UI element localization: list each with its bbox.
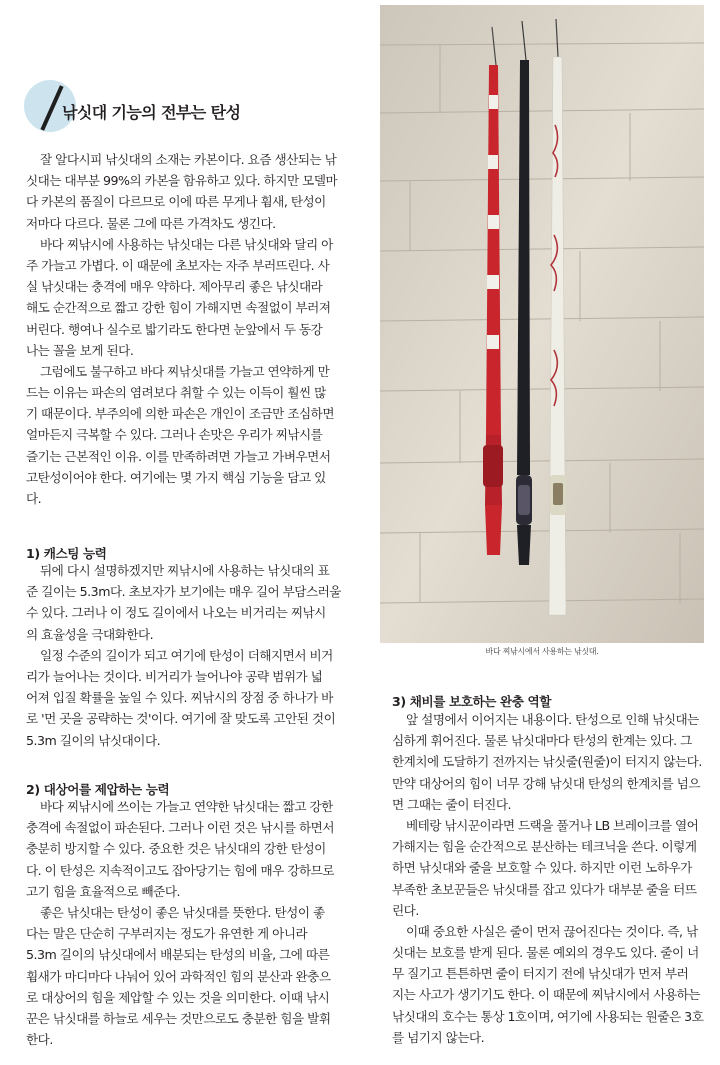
section2-title: 2) 대상어를 제압하는 능력 xyxy=(26,782,170,797)
text-line: 싯대는 보호를 받게 된다. 물론 예외의 경우도 있다. 줄이 너 xyxy=(392,945,699,961)
text-line: 가해지는 힘을 순간적으로 분산하는 테크닉을 쓴다. 이렇게 xyxy=(392,839,697,855)
text-line: 충격에 속절없이 파손된다. 그러나 이런 것은 낚시를 하면서 xyxy=(26,820,334,836)
fishing-rods-illustration xyxy=(380,5,704,643)
text-line: 를 넘기지 않는다. xyxy=(392,1029,485,1045)
text-line: 린다. xyxy=(392,902,419,918)
section1-title: 1) 캐스팅 능력 xyxy=(26,546,107,561)
text-line: 그럼에도 불구하고 바다 찌낚싯대를 가늘고 연약하게 만 xyxy=(40,363,330,379)
text-line: 면 그때는 줄이 터진다. xyxy=(392,796,512,812)
text-line: 수 있다. 그러나 이 정도 길이에서 나오는 비거리는 찌낚시 xyxy=(26,605,326,621)
section3-text xyxy=(392,709,708,1048)
text-line: 바다 찌낚시에 사용하는 낚싯대는 다른 낚싯대와 달리 아 xyxy=(40,236,333,252)
text-line: 다 카본의 품질이 다르므로 이에 따른 무게나 휨새, 탄성이 xyxy=(26,194,326,210)
text-line: 고기 힘을 효율적으로 빼준다. xyxy=(26,883,180,899)
text-line: 의 효율성을 극대화한다. xyxy=(26,626,154,642)
text-line: 뒤에 다시 설명하겠지만 찌낚시에 사용하는 낚싯대의 표 xyxy=(40,563,330,578)
text-line: 기 때문이다. 부주의에 의한 파손은 개인이 조금만 조심하면 xyxy=(26,406,334,422)
intro-text xyxy=(26,149,364,509)
text-line: 나는 꼴을 보게 된다. xyxy=(26,342,134,358)
text-line: 좋은 낚싯대는 탄성이 좋은 낚싯대를 뜻한다. 탄성이 좋 xyxy=(40,904,325,920)
text-line: 충분히 방지할 수 있다. 중요한 것은 낚싯대의 강한 탄성이 xyxy=(26,841,326,857)
text-line: 고탄성이어야 한다. 여기에는 몇 가지 핵심 기능을 담고 있 xyxy=(26,469,326,485)
section3-title: 3) 채비를 보호하는 완충 역할 xyxy=(392,694,552,709)
text-line: 싯대는 대부분 99%의 카본을 함유하고 있다. 하지만 모델마 xyxy=(26,173,338,189)
text-line: 준 길이는 5.3m다. 초보자가 보기에는 매우 길어 부담스러울 xyxy=(26,584,341,600)
text-line: 베테랑 낚시꾼이라면 드랙을 풀거나 LB 브레이크를 열어 xyxy=(406,817,699,833)
fishing-rods-photo xyxy=(380,5,704,643)
section-heading xyxy=(24,80,354,134)
text-line: 휨새가 마디마다 나눠어 있어 과학적인 힘의 분산과 완충으 xyxy=(26,968,331,984)
text-line: 바다 찌낚시에 쓰이는 가늘고 연약한 낚싯대는 짧고 강한 xyxy=(40,799,333,814)
text-line: 꾼은 낚싯대를 하늘로 세우는 것만으로도 충분한 힘을 발휘 xyxy=(26,1010,331,1026)
text-line: 이때 중요한 사실은 줄이 먼저 끊어진다는 것이다. 즉, 낚 xyxy=(406,923,698,939)
text-line: 실 낚싯대는 충격에 매우 약하다. 제아무리 좋은 낚싯대라 xyxy=(26,279,323,295)
text-line: 주 가늘고 가볍다. 이 때문에 초보자는 자주 부러뜨린다. 사 xyxy=(26,257,330,273)
text-line: 리가 늘어나는 것이다. 비거리가 늘어나야 공략 범위가 넓 xyxy=(26,668,323,684)
text-line: 다는 말은 단순히 구부러지는 정도가 유연한 게 아니라 xyxy=(26,926,308,942)
section1-text xyxy=(26,560,364,751)
text-line: 한계치에 도달하기 전까지는 낚싯줄(원줄)이 터지지 않는다. xyxy=(392,754,702,770)
text-line: 일정 수준의 길이가 되고 여기에 탄성이 더해지면서 비거 xyxy=(40,647,333,663)
section2-text xyxy=(26,796,364,1050)
text-line: 버린다. 행여나 실수로 밟기라도 한다면 눈앞에서 두 동강 xyxy=(26,321,323,337)
text-line: 잘 알다시피 낚싯대의 소재는 카본이다. 요즘 생산되는 낚 xyxy=(40,152,337,167)
text-line: 저마다 다르다. 물론 그에 따른 가격차도 생긴다. xyxy=(26,215,276,231)
text-line: 드는 이유는 파손의 염려보다 취할 수 있는 이득이 훨씬 많 xyxy=(26,385,326,401)
text-line: 하면 낚싯대와 줄을 보호할 수 있다. 하지만 이런 노하우가 xyxy=(392,860,692,876)
heading-title: 낚싯대 기능의 전부는 탄성 xyxy=(62,103,241,122)
text-line: 만약 대상어의 힘이 너무 강해 낚싯대 탄성의 한계치를 넘으 xyxy=(392,775,700,791)
text-line: 심하게 휘어진다. 물론 낚싯대마다 탄성의 한계는 있다. 그 xyxy=(392,733,692,749)
text-line: 즐기는 근본적인 이유. 이를 만족하려면 가늘고 가벼우면서 xyxy=(26,448,331,464)
text-line: 다. xyxy=(26,491,42,506)
text-line: 5.3m 길이의 낚싯대에서 배분되는 탄성의 비율, 그에 따른 xyxy=(26,947,330,963)
text-line: 5.3m 길이의 낚싯대이다. xyxy=(26,732,161,748)
text-line: 한다. xyxy=(26,1032,53,1048)
photo-caption: 바다 찌낚시에서 사용하는 낚싯대. xyxy=(485,647,599,656)
text-line: 다. 이 탄성은 지속적이고도 잡아당기는 힘에 매우 강하므로 xyxy=(26,862,334,878)
text-line: 로 대상어의 힘을 제압할 수 있는 것을 의미한다. 이때 낚시 xyxy=(26,989,330,1005)
text-line: 얼마든지 극복할 수 있다. 그러나 손맛은 우리가 찌낚시를 xyxy=(26,427,323,443)
text-line: 부족한 초보꾼들은 낚싯대를 잡고 있다가 대부분 줄을 터뜨 xyxy=(392,881,697,897)
text-line: 낚싯대의 호수는 통상 1호이며, 여기에 사용되는 원줄은 3호 xyxy=(392,1008,704,1024)
text-line: 해도 순간적으로 짧고 강한 힘이 가해지면 속절없이 부러져 xyxy=(26,300,331,316)
text-line: 어져 입질 확률을 높일 수 있다. 찌낚시의 장점 중 하나가 바 xyxy=(26,690,333,706)
text-line: 로 '먼 곳을 공략하는 것'이다. 여기에 잘 맞도록 고안된 것이 xyxy=(26,711,336,727)
text-line: 앞 설명에서 이어지는 내용이다. 탄성으로 인해 낚싯대는 xyxy=(406,712,699,727)
text-line: 지는 사고가 생기기도 한다. 이 때문에 찌낚시에서 사용하는 xyxy=(392,987,700,1003)
text-line: 무 질기고 튼튼하면 줄이 터지기 전에 낚싯대가 먼저 부러 xyxy=(392,966,689,982)
